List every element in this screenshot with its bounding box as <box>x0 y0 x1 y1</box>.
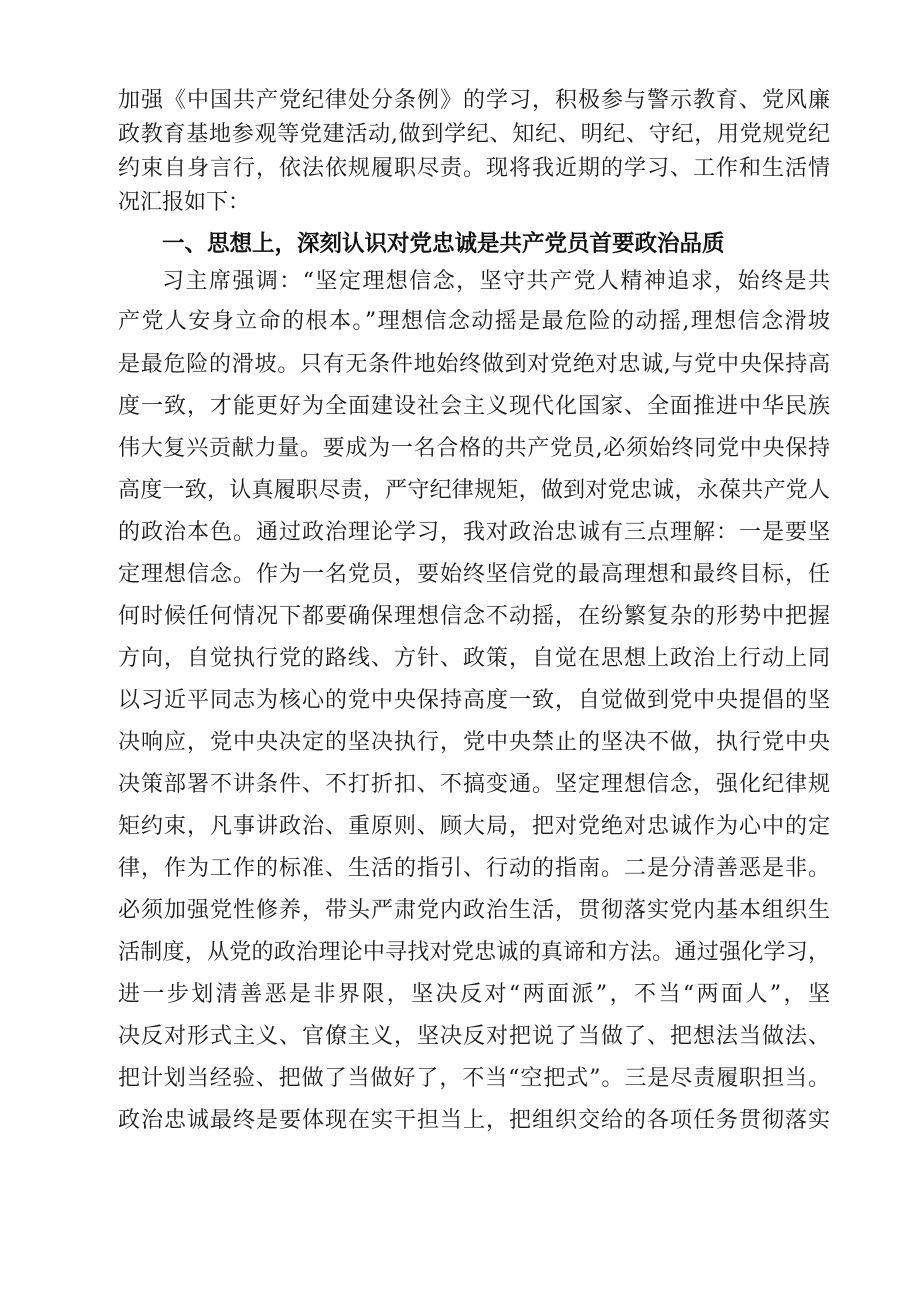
body-line-20: 把计划当经验、把做了当做好了，不当“空把式”。三是尽责履职担当。 <box>118 1066 830 1091</box>
body-line-1: 习主席强调：“坚定理想信念，坚守共产党人精神追求，始终是共 <box>162 269 830 294</box>
body-line-9: 何时候任何情况下都要确保理想信念不动摇，在纷繁复杂的形势中把握 <box>118 604 830 629</box>
section-heading: 一、思想上，深刻认识对党忠诚是共产党员首要政治品质 <box>162 231 725 257</box>
body-line-17: 活制度，从党的政治理论中寻找对党忠诚的真谛和方法。通过强化学习， <box>118 940 830 965</box>
body-line-6: 高度一致，认真履职尽责，严守纪律规矩，做到对党忠诚，永葆共产党人 <box>118 478 830 503</box>
intro-line-1: 加强《中国共产党纪律处分条例》的学习，积极参与警示教育、党风廉 <box>118 88 830 113</box>
body-line-2: 产党人安身立命的根本。”理想信念动摇是最危险的动摇,理想信念滑坡 <box>118 309 830 334</box>
body-line-5: 伟大复兴贡献力量。要成为一名合格的共产党员,必须始终同党中央保持 <box>118 436 830 461</box>
body-line-16: 必须加强党性修养，带头严肃党内政治生活，贯彻落实党内基本组织生 <box>118 898 830 923</box>
body-line-10: 方向，自觉执行党的路线、方针、政策，自觉在思想上政治上行动上同 <box>118 646 830 671</box>
body-line-19: 决反对形式主义、官僚主义，坚决反对把说了当做了、把想法当做法、 <box>118 1024 830 1049</box>
body-line-7: 的政治本色。通过政治理论学习，我对政治忠诚有三点理解：一是要坚 <box>118 520 830 545</box>
body-line-14: 矩约束，凡事讲政治、重原则、顾大局，把对党绝对忠诚作为心中的定 <box>118 814 830 839</box>
body-line-3: 是最危险的滑坡。只有无条件地始终做到对党绝对忠诚,与党中央保持高 <box>118 352 830 377</box>
body-line-15: 律，作为工作的标准、生活的指引、行动的指南。二是分清善恶是非。 <box>118 856 830 881</box>
intro-line-2: 政教育基地参观等党建活动,做到学纪、知纪、明纪、守纪，用党规党纪 <box>118 122 830 147</box>
body-line-21: 政治忠诚最终是要体现在实干担当上，把组织交给的各项任务贯彻落实 <box>118 1108 830 1133</box>
body-line-4: 度一致，才能更好为全面建设社会主义现代化国家、全面推进中华民族 <box>118 394 830 419</box>
body-line-11: 以习近平同志为核心的党中央保持高度一致，自觉做到党中央提倡的坚 <box>118 688 830 713</box>
body-line-8: 定理想信念。作为一名党员，要始终坚信党的最高理想和最终目标，任 <box>118 562 830 587</box>
body-line-12: 决响应，党中央决定的坚决执行，党中央禁止的坚决不做，执行党中央 <box>118 730 830 755</box>
intro-line-4: 况汇报如下： <box>118 190 251 215</box>
body-line-18: 进一步划清善恶是非界限，坚决反对“两面派”，不当“两面人”，坚 <box>118 982 830 1007</box>
intro-line-3: 约束自身言行，依法依规履职尽责。现将我近期的学习、工作和生活情 <box>118 156 830 181</box>
body-line-13: 决策部署不讲条件、不打折扣、不搞变通。坚定理想信念，强化纪律规 <box>118 772 830 797</box>
